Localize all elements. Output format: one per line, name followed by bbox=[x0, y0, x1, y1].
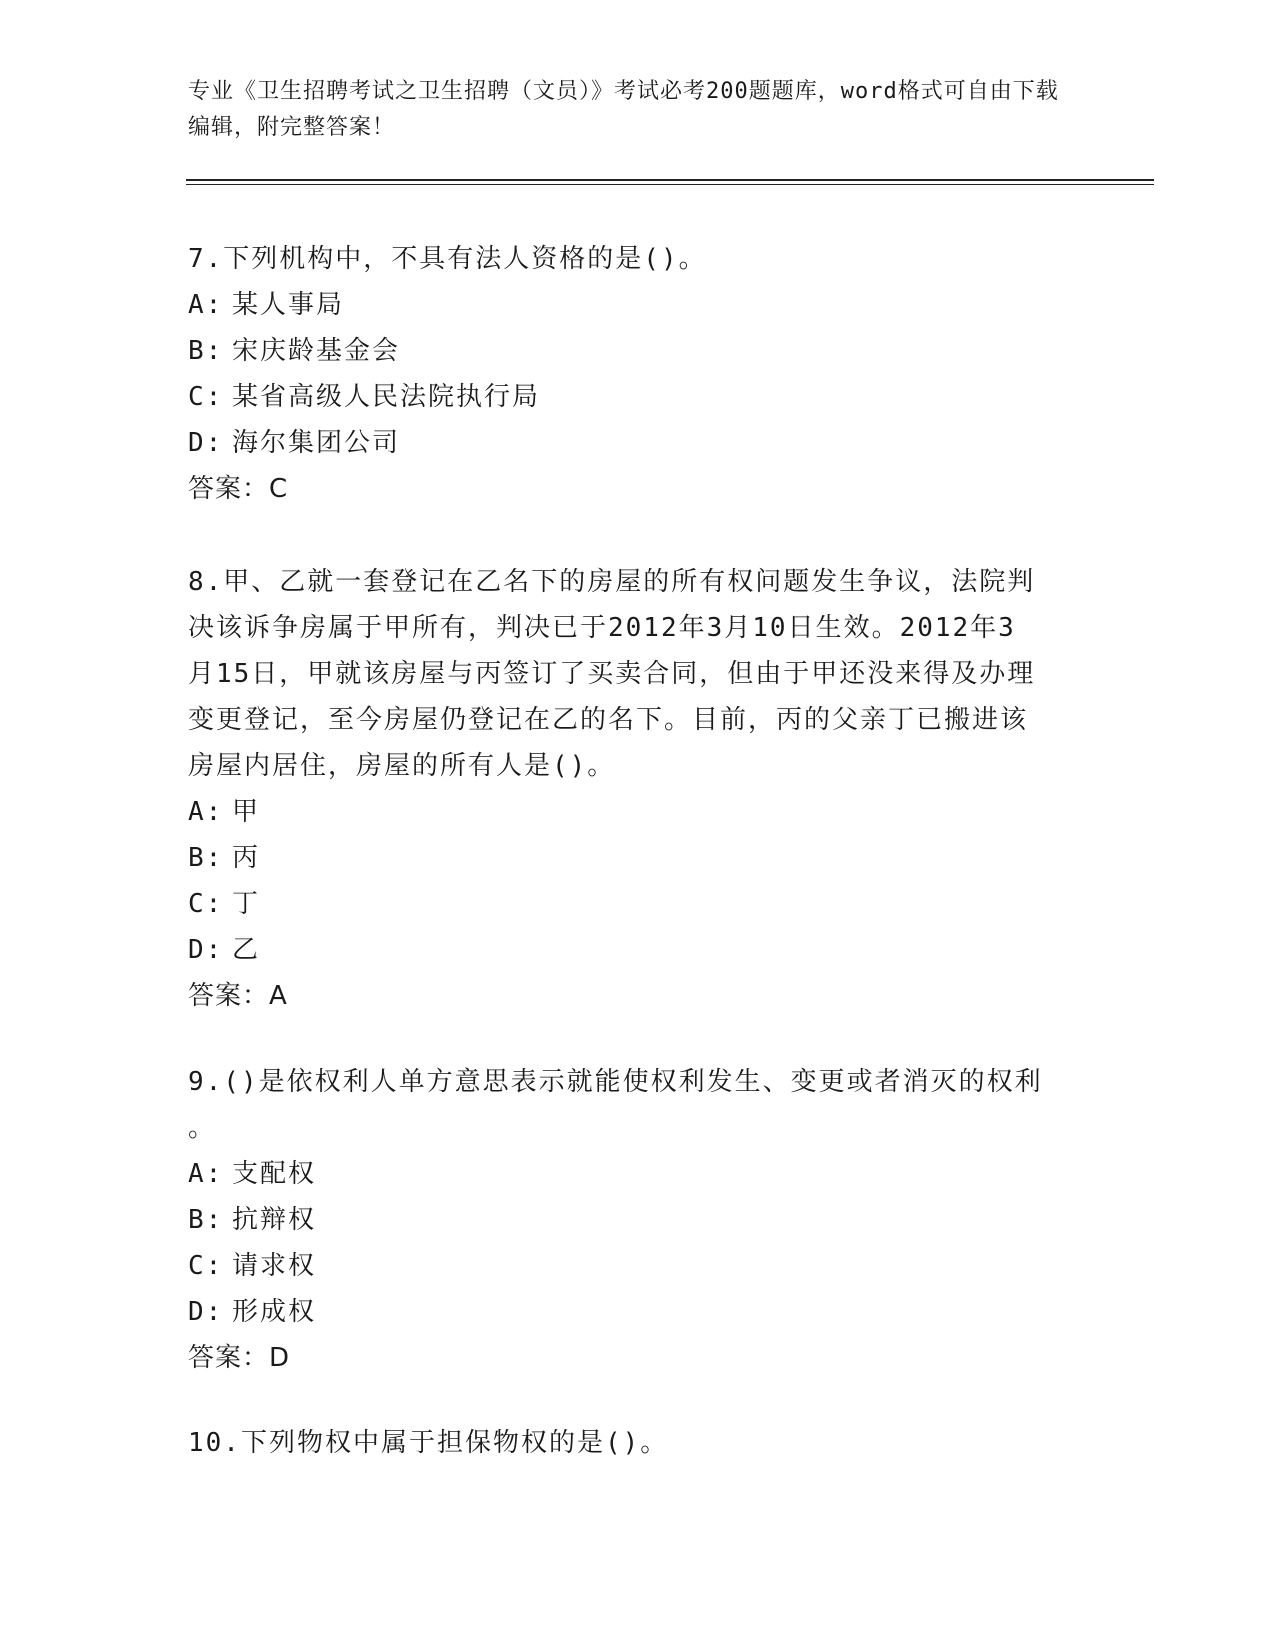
option-text: 海尔集团公司 bbox=[232, 428, 401, 458]
option-text: 请求权 bbox=[232, 1251, 317, 1281]
answer: 答案：C bbox=[188, 474, 289, 504]
question-stem-line: 房屋内居住，房屋的所有人是()。 bbox=[188, 751, 616, 781]
header-text: 专业《卫生招聘考试之卫生招聘（文员）》考试必考200题题库，word格式可自由下载编辑，附完整答案！ bbox=[188, 79, 1059, 140]
question-stem: 7.下列机构中，不具有法人资格的是()。 bbox=[188, 244, 707, 274]
option-a bbox=[188, 282, 1088, 328]
option-text: 某人事局 bbox=[232, 290, 345, 320]
option-d bbox=[188, 420, 1088, 466]
option-a bbox=[188, 789, 1088, 835]
option-key: C: bbox=[188, 382, 224, 412]
header-divider-thin bbox=[186, 184, 1154, 185]
option-key: D: bbox=[188, 428, 224, 458]
question-stem-line: 决该诉争房属于甲所有，判决已于2012年3月10日生效。2012年3 bbox=[188, 613, 1016, 643]
option-b bbox=[188, 835, 1088, 881]
option-text: 抗辩权 bbox=[232, 1205, 317, 1235]
question-stem-line: 8.甲、乙就一套登记在乙名下的房屋的所有权问题发生争议，法院判 bbox=[188, 567, 1036, 597]
option-key: B: bbox=[188, 336, 224, 366]
option-key: D: bbox=[188, 1297, 224, 1327]
option-key: A: bbox=[188, 797, 224, 827]
option-key: A: bbox=[188, 1159, 224, 1189]
option-key: C: bbox=[188, 889, 224, 919]
option-c bbox=[188, 1243, 1088, 1289]
option-text: 甲 bbox=[232, 797, 261, 827]
option-a bbox=[188, 1151, 1088, 1197]
option-text: 支配权 bbox=[232, 1159, 317, 1189]
option-key: B: bbox=[188, 843, 224, 873]
question-stem-line: 9.()是依权利人单方意思表示就能使权利发生、变更或者消灭的权利 bbox=[188, 1067, 1043, 1097]
option-key: A: bbox=[188, 290, 224, 320]
option-text: 丙 bbox=[232, 843, 261, 873]
option-c bbox=[188, 374, 1088, 420]
question-8 bbox=[188, 559, 1088, 1019]
document-header bbox=[188, 74, 1068, 146]
option-key: D: bbox=[188, 935, 224, 965]
question-stem-line: 。 bbox=[188, 1113, 217, 1143]
option-text: 宋庆龄基金会 bbox=[232, 336, 401, 366]
option-text: 形成权 bbox=[232, 1297, 317, 1327]
option-d bbox=[188, 1289, 1088, 1335]
option-text: 乙 bbox=[232, 935, 261, 965]
option-key: B: bbox=[188, 1205, 224, 1235]
question-stem: 10.下列物权中属于担保物权的是()。 bbox=[188, 1428, 669, 1458]
option-text: 丁 bbox=[232, 889, 261, 919]
answer: 答案：D bbox=[188, 1343, 291, 1373]
question-9 bbox=[188, 1059, 1088, 1381]
option-d bbox=[188, 927, 1088, 973]
header-divider-thick bbox=[186, 179, 1154, 181]
question-stem-line: 月15日，甲就该房屋与丙签订了买卖合同，但由于甲还没来得及办理 bbox=[188, 659, 1036, 689]
question-10 bbox=[188, 1420, 1088, 1466]
question-stem-line: 变更登记，至今房屋仍登记在乙的名下。目前，丙的父亲丁已搬进该 bbox=[188, 705, 1029, 735]
option-key: C: bbox=[188, 1251, 224, 1281]
option-c bbox=[188, 881, 1088, 927]
option-b bbox=[188, 328, 1088, 374]
option-b bbox=[188, 1197, 1088, 1243]
question-7 bbox=[188, 236, 1088, 512]
option-text: 某省高级人民法院执行局 bbox=[232, 382, 541, 412]
answer: 答案：A bbox=[188, 981, 288, 1011]
